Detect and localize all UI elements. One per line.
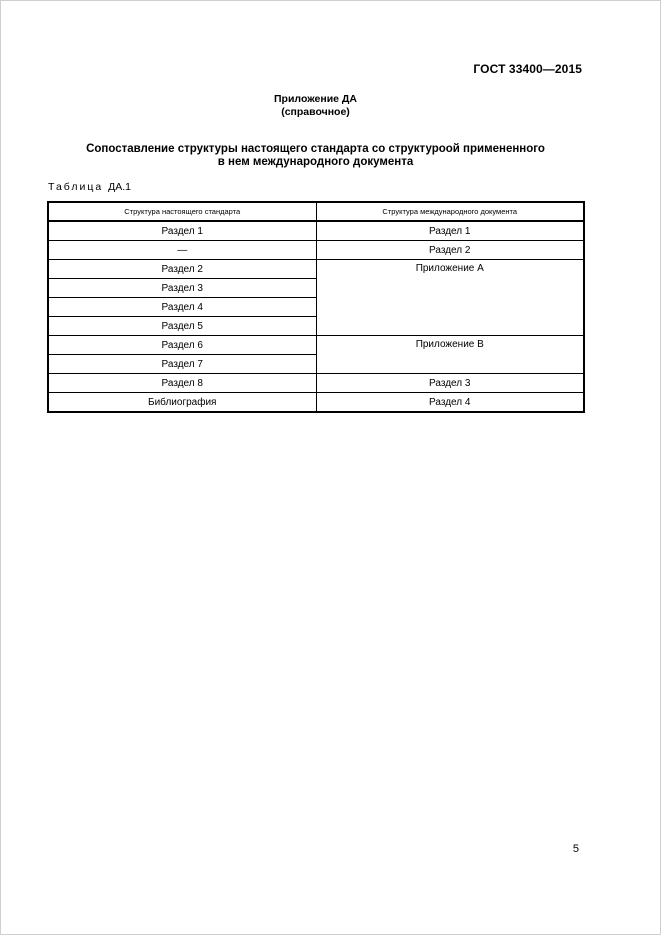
table-row (48, 336, 584, 355)
table-row (48, 374, 584, 393)
table-row (48, 221, 584, 241)
table-cell-left: Раздел 8 (48, 374, 316, 393)
column-header-standard: Структура настоящего стандарта (48, 202, 316, 221)
appendix-title: Приложение ДА (274, 93, 357, 105)
table-cell-left: Раздел 2 (48, 260, 316, 279)
table-cell-left: Раздел 3 (48, 279, 316, 298)
table-cell-right: Раздел 1 (316, 221, 584, 241)
table-cell-right: Раздел 4 (316, 393, 584, 413)
table-cell-left: Библиография (48, 393, 316, 413)
table-caption (48, 181, 131, 193)
table-caption-number: ДА.1 (108, 181, 131, 193)
table-cell-right-merged: Приложение В (316, 336, 584, 374)
table-caption-word: Таблица (48, 181, 104, 193)
appendix-block (0, 93, 661, 119)
table-cell-left: — (48, 241, 316, 260)
section-heading (0, 143, 661, 169)
table-row (48, 241, 584, 260)
column-header-international: Структура международного документа (316, 202, 584, 221)
table-cell-left: Раздел 4 (48, 298, 316, 317)
heading-line-1: Сопоставление структуры настоящего стандарта со структуроой примененного (86, 143, 545, 155)
appendix-subtitle: (справочное) (281, 106, 350, 118)
heading-line-2: в нем международного документа (217, 156, 414, 168)
table-cell-left: Раздел 5 (48, 317, 316, 336)
comparison-table (47, 201, 585, 413)
table-cell-left: Раздел 7 (48, 355, 316, 374)
table-cell-right: Раздел 2 (316, 241, 584, 260)
table-cell-left: Раздел 6 (48, 336, 316, 355)
table-cell-left: Раздел 1 (48, 221, 316, 241)
table-row (48, 260, 584, 279)
table-cell-right-merged: Приложение А (316, 260, 584, 336)
document-code: ГОСТ 33400—2015 (473, 62, 582, 76)
table-cell-right: Раздел 3 (316, 374, 584, 393)
table-row (48, 393, 584, 413)
page-number: 5 (572, 843, 579, 855)
table-header-row (48, 202, 584, 221)
